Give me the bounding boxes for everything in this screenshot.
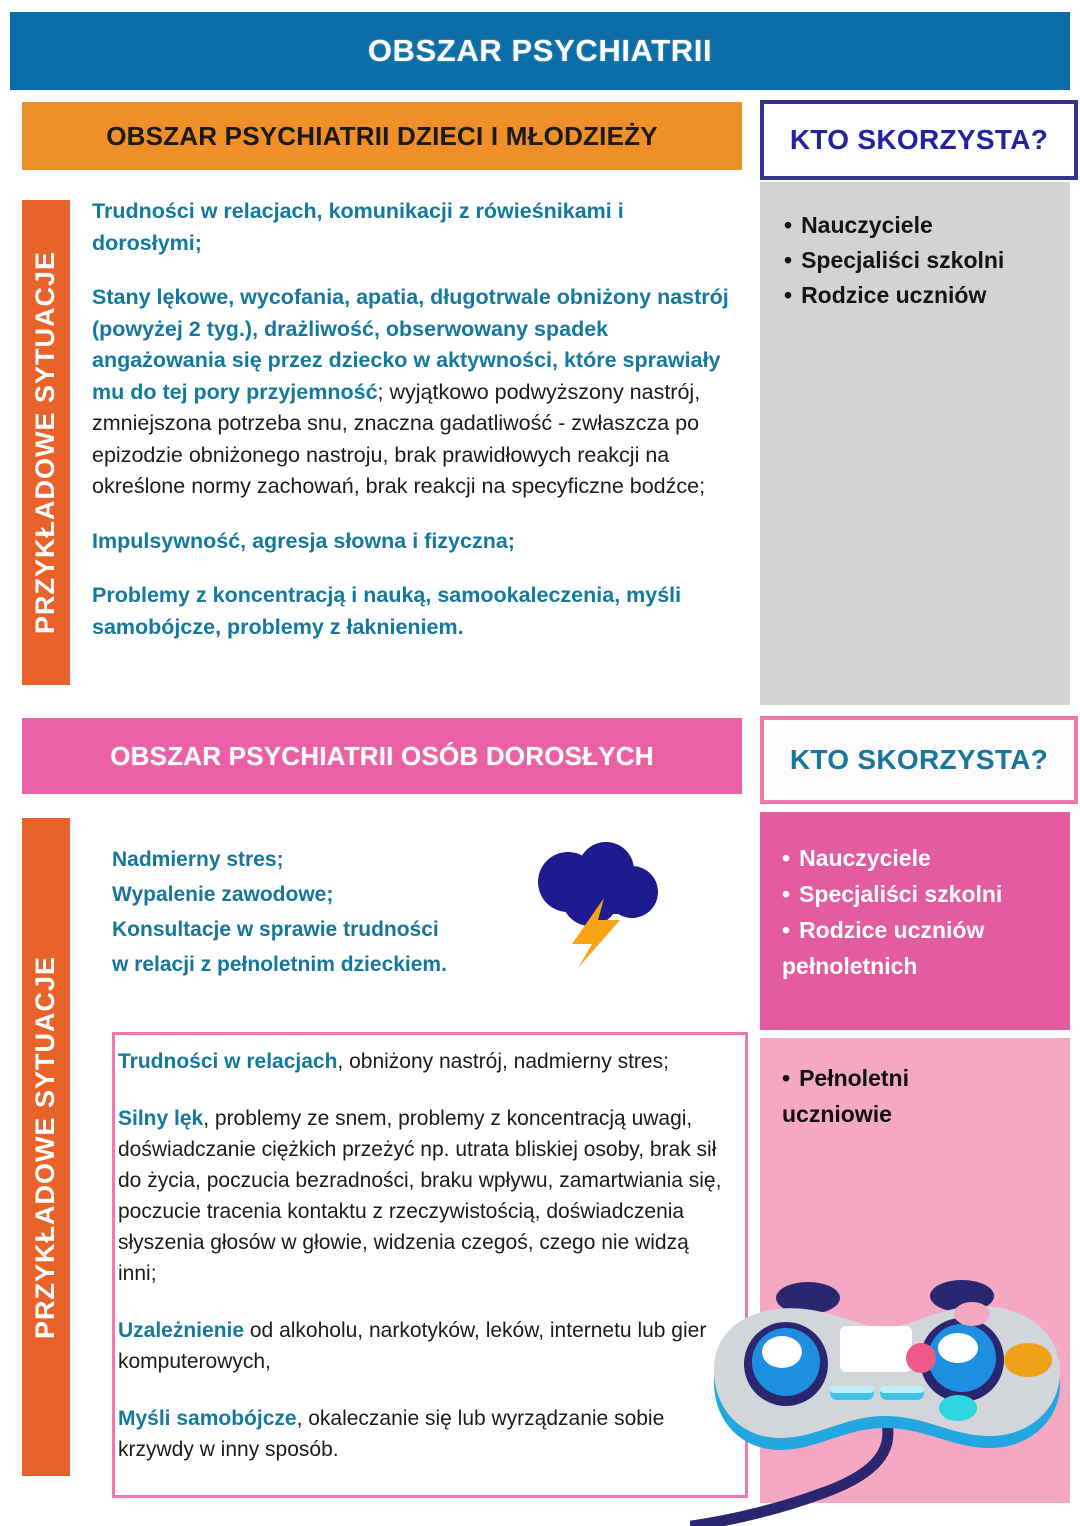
section2-vertical-tab	[22, 818, 70, 1476]
section2-paragraph-3	[118, 1315, 728, 1377]
section1-vertical-tab-label: PRZYKŁADOWE SYTUACJE	[30, 250, 61, 635]
section2-kto-label: KTO SKORZYSTA?	[789, 744, 1049, 775]
section1-header-bar	[22, 102, 742, 170]
section2-top-line-4: w relacji z pełnoletnim dzieckiem.	[112, 953, 447, 976]
list-item: • Pełnoletni	[782, 1060, 1070, 1096]
list-item: • Specjaliści szkolni	[780, 243, 1070, 278]
section2-paragraph-1	[118, 1046, 728, 1077]
section2-p1-rest: , obniżony nastrój, nadmierny stres;	[337, 1050, 669, 1073]
list-item: • Nauczyciele	[780, 208, 1070, 243]
section1-header-label: OBSZAR PSYCHIATRII DZIECI I MŁODZIEŻY	[106, 120, 658, 151]
section2-beneficiaries-panel-primary	[760, 812, 1070, 1030]
section1-p1-bold: Trudności w relacjach, komunikacji z rówieśnikami i dorosłymi;	[92, 199, 624, 255]
section2-paragraph-2	[118, 1103, 728, 1289]
section1-beneficiaries-header	[760, 100, 1078, 180]
section2-beneficiaries-primary-list	[760, 812, 1070, 984]
section2-paragraph-4	[118, 1403, 728, 1465]
list-item-continuation: uczniowie	[782, 1101, 892, 1127]
list-item: • Specjaliści szkolni	[782, 876, 1070, 912]
section1-beneficiaries-list	[760, 182, 1070, 313]
section1-p2-rest: ; wyjątkowo podwyższony nastrój, zmniejszona potrzeba snu, znaczna gadatliwość - zwłaszcza po epizodzie obniżonego nastroju, brak prawidłowych reakcji na określone normy zachowań, brak reakcji na specyficzne bodźce;	[92, 379, 706, 498]
list-item-continuation: pełnoletnich	[782, 953, 918, 979]
section2-header-bar	[22, 718, 742, 794]
section2-top-line-1: Nadmierny stres;	[112, 848, 284, 871]
section2-header-label: OBSZAR PSYCHIATRII OSÓB DOROSŁYCH	[110, 740, 654, 771]
section2-top-line-2: Wypalenie zawodowe;	[112, 883, 334, 906]
list-item: • Rodzice uczniów	[782, 912, 1070, 948]
section2-beneficiaries-header	[760, 716, 1078, 804]
section1-paragraph-4	[92, 580, 732, 643]
section2-p2-bold: Silny lęk	[118, 1107, 204, 1130]
section1-p3-bold: Impulsywność, agresja słowna i fizyczna;	[92, 528, 515, 553]
game-controller-illustration	[690, 1270, 1080, 1526]
section2-p4-bold: Myśli samobójcze	[118, 1407, 297, 1430]
section1-p2-bold: Stany lękowe, wycofania, apatia, długotrwale obniżony nastrój (powyżej 2 tyg.), drażliwość, obserwowany spadek angażowania się przez dziecko w aktywności, które sprawiały mu do tej pory przyjemność	[92, 285, 729, 404]
main-title-bar	[10, 12, 1070, 90]
section2-p1-bold: Trudności w relacjach	[118, 1050, 338, 1073]
section1-paragraph-1	[92, 196, 732, 259]
list-item: • Rodzice uczniów	[780, 278, 1070, 313]
storm-cloud-lightning-icon	[520, 840, 670, 970]
section2-p4-rest: , okaleczanie się lub wyrządzanie sobie krzywdy w inny sposób.	[118, 1407, 665, 1461]
section1-paragraph-2	[92, 282, 732, 503]
section1-kto-label: KTO SKORZYSTA?	[789, 124, 1049, 155]
section2-beneficiaries-secondary-list	[760, 1038, 1070, 1132]
page-title: OBSZAR PSYCHIATRII	[367, 33, 713, 68]
section2-vertical-tab-label: PRZYKŁADOWE SYTUACJE	[30, 955, 61, 1339]
section2-p3-rest: od alkoholu, narkotyków, leków, internetu lub gier komputerowych,	[118, 1319, 707, 1373]
section1-beneficiaries-panel	[760, 182, 1070, 705]
section2-p2-rest: , problemy ze snem, problemy z koncentracją uwagi, doświadczanie ciężkich przeżyć np. utrata bliskiej osoby, brak sił do życia, poczucia bezradności, braku wpływu, zamartwiania się, poczucie tracenia kontaktu z rzeczywistością, doświadczenia słyszenia głosów w głowie, widzenia czegoś, czego nie widzą inni;	[118, 1107, 722, 1285]
section1-p4-bold: Problemy z koncentracją i nauką, samookaleczenia, myśli samobójcze, problemy z łaknieniem.	[92, 583, 682, 639]
section1-paragraph-3	[92, 526, 732, 558]
section2-p3-bold: Uzależnienie	[118, 1319, 245, 1342]
list-item: • Nauczyciele	[782, 840, 1070, 876]
section1-text-block	[92, 196, 732, 666]
section2-lower-text-block	[118, 1046, 728, 1491]
section1-vertical-tab	[22, 200, 70, 685]
section2-top-line-3: Konsultacje w sprawie trudności	[112, 918, 439, 941]
